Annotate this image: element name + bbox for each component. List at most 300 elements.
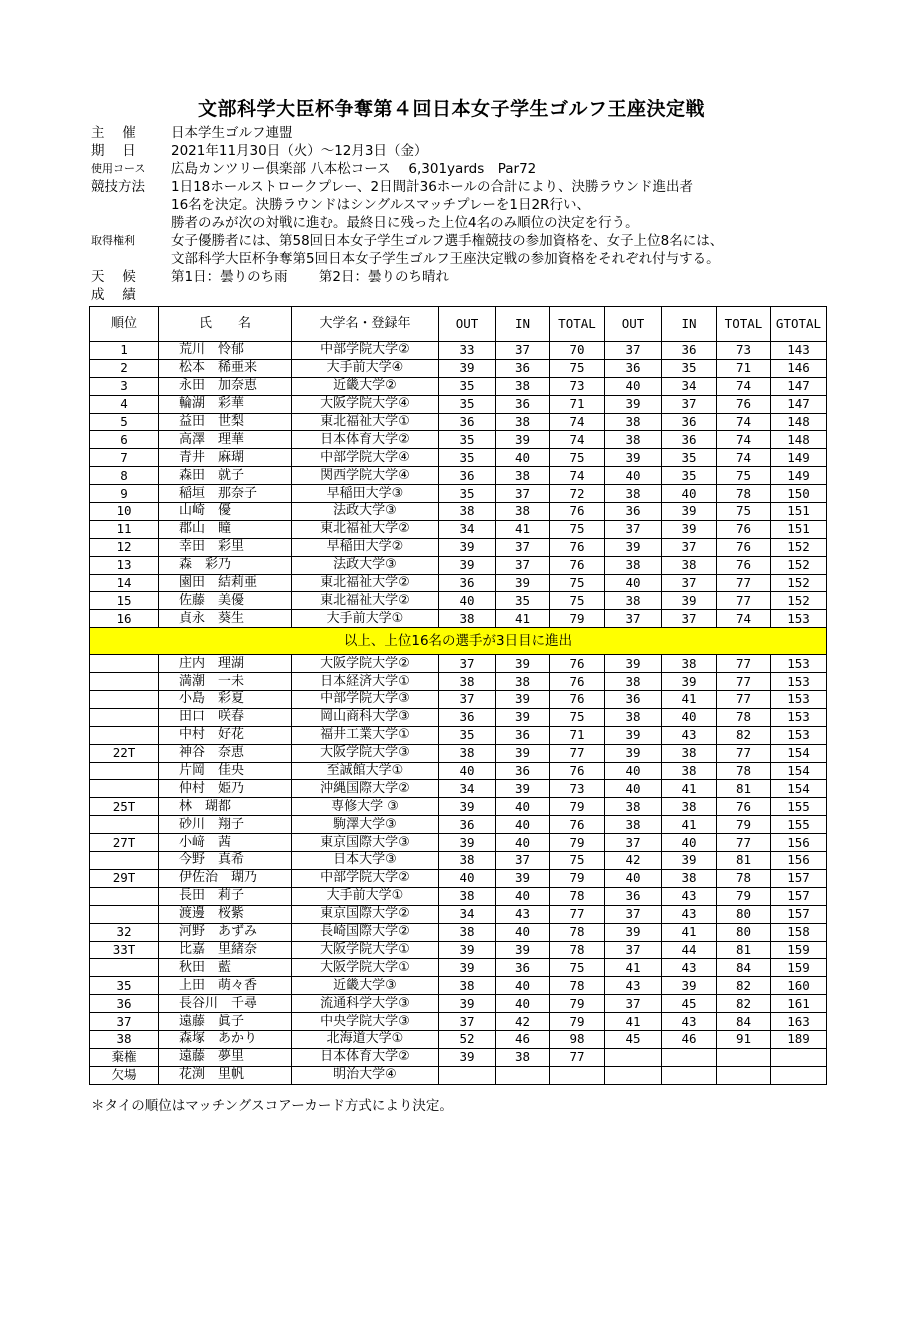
score-cell: 146 [771,359,827,377]
score-cell: 76 [717,798,771,816]
score-cell: 78 [550,941,605,959]
university-cell: 中部学院大学② [292,869,439,887]
score-cell: 75 [717,503,771,521]
rank-cell: 37 [90,1013,159,1031]
score-cell: 35 [496,592,550,610]
info-label: 競技方法 [91,179,145,195]
university-cell: 法政大学③ [292,556,439,574]
rank-cell: 9 [90,485,159,503]
info-value: 2021年11月30日（火）～12月3日（金） [171,143,428,159]
player-name-cell: 稲垣 那奈子 [159,485,292,503]
score-cell: 38 [662,798,717,816]
score-cell: 98 [550,1030,605,1048]
score-cell: 46 [662,1030,717,1048]
score-cell: 148 [771,413,827,431]
score-cell: 35 [662,449,717,467]
info-label: 主 催 [91,125,136,141]
player-name-cell: 佐藤 美優 [159,592,292,610]
rank-cell: 7 [90,449,159,467]
score-cell: 75 [550,959,605,977]
score-cell: 76 [717,538,771,556]
score-cell: 39 [439,941,496,959]
results-table [89,306,827,1085]
score-cell: 39 [662,592,717,610]
score-cell: 78 [717,708,771,726]
score-cell: 73 [717,342,771,360]
player-name-cell: 郡山 瞳 [159,520,292,538]
score-cell: 79 [717,816,771,834]
table-row [90,485,827,503]
table-row [90,592,827,610]
score-cell: 153 [771,655,827,673]
score-cell: 35 [662,359,717,377]
score-cell: 154 [771,744,827,762]
university-cell: 近畿大学③ [292,977,439,995]
score-cell: 153 [771,673,827,691]
info-label: 使用コース [91,162,146,175]
score-cell: 75 [550,592,605,610]
score-cell: 76 [550,691,605,709]
column-header: TOTAL [550,307,605,342]
rank-cell [90,726,159,744]
player-name-cell: 神谷 奈恵 [159,744,292,762]
score-cell: 154 [771,780,827,798]
score-cell: 37 [662,610,717,628]
player-name-cell: 砂川 翔子 [159,816,292,834]
score-cell: 37 [605,941,662,959]
university-cell: 関西学院大学④ [292,467,439,485]
player-name-cell: 園田 結莉亜 [159,574,292,592]
score-cell: 43 [496,905,550,923]
university-cell: 中部学院大学② [292,342,439,360]
table-row [90,798,827,816]
score-cell: 40 [605,574,662,592]
score-cell: 45 [605,1030,662,1048]
score-cell: 79 [550,798,605,816]
table-row [90,342,827,360]
score-cell: 39 [496,574,550,592]
score-cell: 75 [717,467,771,485]
score-cell: 38 [439,503,496,521]
rank-cell: 8 [90,467,159,485]
score-cell: 38 [439,923,496,941]
score-cell: 39 [605,538,662,556]
score-cell: 74 [717,413,771,431]
score-cell: 36 [439,708,496,726]
score-cell: 76 [717,556,771,574]
info-label [91,250,171,268]
rank-cell [90,959,159,977]
score-cell: 37 [439,1013,496,1031]
score-cell: 79 [550,610,605,628]
score-cell: 40 [605,762,662,780]
score-cell: 39 [662,852,717,870]
score-cell: 39 [496,780,550,798]
score-cell: 45 [662,995,717,1013]
player-name-cell: 松本 稀亜来 [159,359,292,377]
score-cell [717,1066,771,1084]
info-label: 成 績 [91,287,136,303]
player-name-cell: 高澤 理華 [159,431,292,449]
table-row [90,852,827,870]
info-row [91,286,851,304]
info-value: 日本学生ゴルフ連盟 [171,125,293,141]
score-cell: 37 [605,520,662,538]
score-cell [550,1066,605,1084]
rank-cell: 16 [90,610,159,628]
table-row [90,780,827,798]
score-cell: 143 [771,342,827,360]
player-name-cell: 小﨑 茜 [159,834,292,852]
score-cell: 82 [717,977,771,995]
score-cell: 163 [771,1013,827,1031]
player-name-cell: 中村 好花 [159,726,292,744]
qualifier-notice: 以上、上位16名の選手が3日目に進出 [90,628,827,655]
column-header: IN [496,307,550,342]
rank-cell: 3 [90,377,159,395]
player-name-cell: 益田 世梨 [159,413,292,431]
table-row [90,556,827,574]
score-cell: 81 [717,852,771,870]
score-cell: 36 [662,431,717,449]
score-cell: 41 [662,923,717,941]
rank-cell [90,780,159,798]
university-cell: 中部学院大学④ [292,449,439,467]
score-cell: 35 [439,449,496,467]
score-cell: 38 [496,673,550,691]
university-cell: 大手前大学④ [292,359,439,377]
table-row [90,887,827,905]
score-cell: 39 [662,503,717,521]
table-row [90,834,827,852]
rank-cell: 32 [90,923,159,941]
info-label [91,196,171,214]
info-value: 第1日：曇りのち雨 第2日：曇りのち晴れ [171,269,449,285]
university-cell: 中央学院大学③ [292,1013,439,1031]
score-cell: 39 [496,941,550,959]
score-cell: 71 [717,359,771,377]
score-cell: 42 [496,1013,550,1031]
score-cell: 77 [717,691,771,709]
university-cell: 大阪学院大学① [292,959,439,977]
player-name-cell: 今野 真希 [159,852,292,870]
score-cell: 156 [771,834,827,852]
column-header: TOTAL [717,307,771,342]
score-cell: 35 [439,485,496,503]
score-cell: 154 [771,762,827,780]
column-header: 氏 名 [159,307,292,342]
score-cell: 37 [605,834,662,852]
score-cell: 39 [605,655,662,673]
info-value: 1日18ホールストロークプレー、2日間計36ホールの合計により、決勝ラウンド進出者 [171,179,694,195]
university-cell: 日本経済大学① [292,673,439,691]
player-name-cell: 秋田 藍 [159,959,292,977]
score-cell: 38 [439,610,496,628]
rank-cell: 2 [90,359,159,377]
score-cell: 151 [771,503,827,521]
score-cell: 39 [496,655,550,673]
info-row [91,178,851,196]
score-cell: 36 [496,726,550,744]
score-cell [662,1066,717,1084]
university-cell: 日本大学③ [292,852,439,870]
score-cell: 80 [717,905,771,923]
university-cell: 東京国際大学② [292,905,439,923]
score-cell: 40 [496,834,550,852]
score-cell: 38 [605,485,662,503]
university-cell: 大手前大学① [292,610,439,628]
table-row [90,1013,827,1031]
score-cell: 91 [717,1030,771,1048]
score-cell: 40 [605,869,662,887]
score-cell: 38 [605,556,662,574]
info-label: 期 日 [91,143,136,159]
score-cell: 78 [717,485,771,503]
score-cell: 38 [439,977,496,995]
player-name-cell: 河野 あずみ [159,923,292,941]
score-cell: 43 [662,887,717,905]
score-cell: 41 [496,610,550,628]
player-name-cell: 長谷川 千尋 [159,995,292,1013]
score-cell: 82 [717,995,771,1013]
score-cell: 77 [717,744,771,762]
score-cell: 36 [496,762,550,780]
university-cell: 駒澤大学③ [292,816,439,834]
university-cell: 中部学院大学③ [292,691,439,709]
score-cell: 39 [439,834,496,852]
rank-cell [90,691,159,709]
score-cell: 35 [439,377,496,395]
score-cell: 160 [771,977,827,995]
score-cell: 37 [439,691,496,709]
rank-cell [90,708,159,726]
table-row [90,941,827,959]
score-cell [717,1048,771,1066]
score-cell: 40 [496,887,550,905]
score-cell: 38 [439,673,496,691]
table-row [90,869,827,887]
score-cell: 84 [717,1013,771,1031]
score-cell: 39 [439,538,496,556]
column-header: 大学名・登録年 [292,307,439,342]
table-row [90,395,827,413]
table-row [90,377,827,395]
table-row [90,708,827,726]
score-cell: 38 [605,592,662,610]
score-cell: 37 [605,342,662,360]
score-cell: 75 [550,449,605,467]
info-row [91,214,851,232]
rank-cell: 35 [90,977,159,995]
score-cell: 151 [771,520,827,538]
score-cell: 39 [496,431,550,449]
rank-cell: 4 [90,395,159,413]
university-cell: 専修大学 ③ [292,798,439,816]
info-row [91,268,851,286]
score-cell: 41 [662,816,717,834]
score-cell: 82 [717,726,771,744]
rank-cell: 欠場 [90,1066,159,1084]
university-cell: 岡山商科大学③ [292,708,439,726]
score-cell: 153 [771,610,827,628]
score-cell: 34 [439,780,496,798]
player-name-cell: 上田 萌々香 [159,977,292,995]
info-value [171,286,851,304]
table-row [90,538,827,556]
score-cell: 40 [439,869,496,887]
rank-cell: 33T [90,941,159,959]
score-cell: 40 [496,798,550,816]
score-cell: 38 [662,869,717,887]
score-cell: 34 [662,377,717,395]
score-cell: 77 [550,905,605,923]
score-cell: 36 [662,342,717,360]
score-cell: 36 [496,959,550,977]
score-cell: 152 [771,556,827,574]
rank-cell: 25T [90,798,159,816]
table-header [90,307,827,342]
info-label: 取得権利 [91,234,135,247]
score-cell: 76 [550,538,605,556]
score-cell: 39 [605,395,662,413]
score-cell: 39 [439,556,496,574]
score-cell: 38 [496,503,550,521]
score-cell [771,1066,827,1084]
score-cell: 38 [439,852,496,870]
score-cell: 43 [662,905,717,923]
university-cell: 東北福祉大学② [292,520,439,538]
table-row [90,503,827,521]
rank-cell: 13 [90,556,159,574]
score-cell: 78 [717,762,771,780]
score-cell: 74 [717,377,771,395]
score-cell: 38 [605,413,662,431]
score-cell: 74 [717,449,771,467]
score-cell: 78 [550,923,605,941]
player-name-cell: 渡邊 桜紫 [159,905,292,923]
score-cell: 35 [439,726,496,744]
info-row [91,196,851,214]
score-cell: 76 [550,556,605,574]
score-cell: 39 [439,1048,496,1066]
score-cell: 39 [496,869,550,887]
score-cell: 35 [439,431,496,449]
score-cell: 36 [662,413,717,431]
score-cell: 40 [496,449,550,467]
rank-cell: 5 [90,413,159,431]
table-row [90,1030,827,1048]
score-cell: 43 [662,959,717,977]
score-cell: 40 [439,762,496,780]
info-row [91,142,851,160]
rank-cell: 15 [90,592,159,610]
table-row [90,431,827,449]
score-cell: 76 [550,655,605,673]
university-cell: 大阪学院大学④ [292,395,439,413]
score-cell: 38 [605,673,662,691]
column-header: OUT [439,307,496,342]
score-cell: 74 [550,431,605,449]
table-row [90,413,827,431]
score-cell: 39 [662,977,717,995]
score-cell: 77 [717,592,771,610]
rank-cell: 11 [90,520,159,538]
score-cell: 38 [496,377,550,395]
score-cell: 78 [717,869,771,887]
table-row [90,1048,827,1066]
score-cell: 36 [496,359,550,377]
score-cell: 157 [771,887,827,905]
rank-cell: 14 [90,574,159,592]
university-cell: 東北福祉大学② [292,592,439,610]
score-cell: 76 [717,520,771,538]
score-cell: 39 [496,708,550,726]
table-row [90,449,827,467]
university-cell: 大阪学院大学② [292,655,439,673]
score-cell: 76 [550,816,605,834]
university-cell: 東北福祉大学② [292,574,439,592]
rank-cell [90,852,159,870]
rank-cell [90,816,159,834]
score-cell: 147 [771,395,827,413]
score-cell: 39 [439,995,496,1013]
score-cell: 79 [550,995,605,1013]
column-header: GTOTAL [771,307,827,342]
player-name-cell: 田口 咲春 [159,708,292,726]
player-name-cell: 小島 彩夏 [159,691,292,709]
score-cell: 152 [771,538,827,556]
score-cell: 79 [717,887,771,905]
score-cell: 38 [439,744,496,762]
score-cell: 40 [605,377,662,395]
score-cell: 52 [439,1030,496,1048]
score-cell: 34 [439,520,496,538]
score-cell: 36 [605,359,662,377]
score-cell: 77 [717,834,771,852]
score-cell: 42 [605,852,662,870]
score-cell: 39 [605,449,662,467]
info-row [91,124,851,142]
table-row [90,726,827,744]
score-cell: 72 [550,485,605,503]
table-row [90,691,827,709]
player-name-cell: 伊佐治 瑚乃 [159,869,292,887]
score-cell: 159 [771,941,827,959]
score-cell: 35 [662,467,717,485]
score-cell: 38 [662,655,717,673]
score-cell: 79 [550,1013,605,1031]
rank-cell [90,762,159,780]
university-cell: 福井工業大学① [292,726,439,744]
footnote: ＊タイの順位はマッチングスコアーカード方式により決定。 [91,1098,453,1114]
table-row [90,905,827,923]
table-row [90,995,827,1013]
score-cell: 38 [605,431,662,449]
info-row [91,232,851,250]
player-name-cell: 比嘉 里緒奈 [159,941,292,959]
score-cell: 38 [439,887,496,905]
score-cell [662,1048,717,1066]
score-cell: 37 [496,556,550,574]
score-cell: 153 [771,708,827,726]
score-cell: 153 [771,726,827,744]
score-cell: 74 [717,610,771,628]
score-cell: 152 [771,574,827,592]
table-row [90,959,827,977]
player-name-cell: 庄内 理湖 [159,655,292,673]
score-cell: 75 [550,520,605,538]
score-cell: 37 [439,655,496,673]
